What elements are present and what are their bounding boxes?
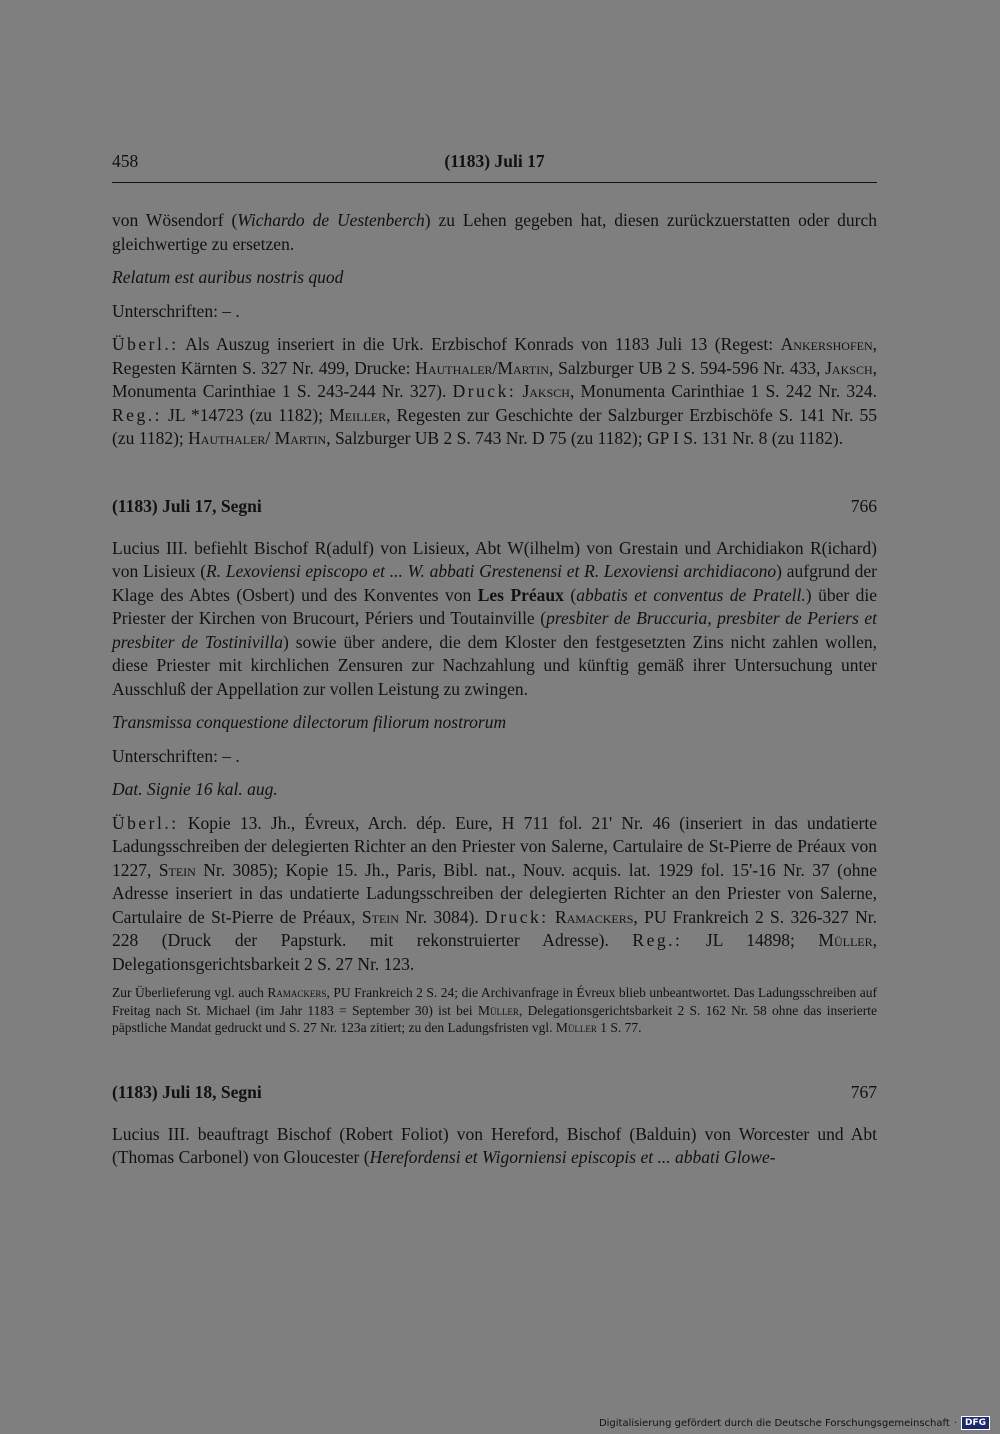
page-content: [112, 150, 877, 1170]
entry-766-datum: Dat. Signie 16 kal. aug.: [112, 779, 278, 799]
entry-766-regest: Lucius III. befiehlt Bischof R(adulf) von Lisieux, Abt W(ilhelm) von Grestain und Archidiakon R(ichard) von Lisieux (R. Lexoviensi episcopo et ... W. abbati Grestenensi et R. Lexoviensi archidiacono) aufgrund der Klage des Abtes (Osbert) und des Konventes von Les Préaux (abbatis et conventus de Pratell.) über die Priester der Kirchen von Brucourt, Périers und Toutainville (presbiter de Bruccuria, presbiter de Periers et presbiter de Tostinivilla) sowie über andere, die dem Kloster den festgesetzten Zins nicht zahlen wollen, diese Priester mit kirchlichen Zensuren zur Nachzahlung und künftig gemäß ihrer Untersuchung unter Ausschluß der Appellation zur vollen Leistung zu zwingen.: [112, 537, 878, 699]
entry-date-place: (1183) Juli 18, Segni: [112, 1081, 262, 1102]
entry-number: 766: [850, 495, 877, 516]
prev-incipit: Relatum est auribus nostris quod: [112, 267, 344, 287]
funding-text: Digitalisierung gefördert durch die Deutsche Forschungsgemeinschaft: [598, 1417, 950, 1429]
prev-transmission: Überl.: Als Auszug inseriert in die Urk. Erzbischof Konrads von 1183 Juli 13 (Regest: Ankershofen, Regesten Kärnten S. 327 Nr. 499, Drucke: Hauthaler/Martin, Salzburger UB 2 S. 594-596 Nr. 433, Jaksch, Monumenta Carinthiae 1 S. 243-244 Nr. 327). Druck: Jaksch, Monumenta Carinthiae 1 S. 242 Nr. 324. Reg.: JL *14723 (zu 1182); Meiller, Regesten zur Geschichte der Salzburger Erzbischöfe S. 141 Nr. 55 (zu 1182); Hauthaler/ Martin, Salzburger UB 2 S. 743 Nr. D 75 (zu 1182); GP I S. 131 Nr. 8 (zu 1182).: [112, 334, 877, 448]
funding-footer: Digitalisierung gefördert durch die Deutsche Forschungsgemeinschaft · DFG: [599, 1416, 990, 1430]
entry-766-transmission: Überl.: Kopie 13. Jh., Évreux, Arch. dép. Eure, H 711 fol. 21' Nr. 46 (inseriert in das undatierte Ladungsschreiben der delegierten Richter an den Priester von Salerne, Cartulaire de St-Pierre de Préaux von 1227, Stein Nr. 3085); Kopie 15. Jh., Paris, Bibl. nat., Nouv. acquis. lat. 1929 fol. 15'-16 Nr. 37 (ohne Adresse inseriert in das undatierte Ladungsschreiben der delegierten Richter an den Priester von Salerne, Cartulaire de St-Pierre de Préaux, Stein Nr. 3084). Druck: Ramackers, PU Frankreich 2 S. 326-327 Nr. 228 (Druck der Papsturk. mit rekonstruierter Adresse). Reg.: JL 14898; Müller, Delegationsgerichtsbarkeit 2 S. 27 Nr. 123.: [112, 812, 878, 974]
entry-767-regest: Lucius III. beauftragt Bischof (Robert Foliot) von Hereford, Bischof (Balduin) von Worcester und Abt (Thomas Carbonel) von Gloucester (Herefordensi et Wigorniensi episcopis et ... abbati Glowe-: [112, 1123, 877, 1167]
entry-766-heading: [112, 495, 877, 523]
entry-number: 767: [850, 1081, 877, 1102]
dfg-logo-icon: DFG: [961, 1416, 990, 1430]
entry-766-signatures: Unterschriften: – .: [112, 745, 240, 766]
running-head: [112, 150, 877, 180]
header-rule: [112, 182, 877, 183]
entry-date-place: (1183) Juli 17, Segni: [112, 495, 262, 516]
entry-767-heading: [112, 1081, 877, 1109]
entry-766-incipit: Transmissa conquestione dilectorum filiorum nostrorum: [112, 712, 507, 732]
prev-regest: von Wösendorf (Wichardo de Uestenberch) zu Lehen gegeben hat, diesen zurückzuerstatten oder durch gleichwertige zu ersetzen.: [112, 210, 877, 254]
entry-766-note: Zur Überlieferung vgl. auch Ramackers, PU Frankreich 2 S. 24; die Archivanfrage in Évreux blieb unbeantwortet. Das Ladungsschreiben auf Freitag nach St. Michael (im Jahr 1183 = September 30) ist bei Müller, Delegationsgerichtsbarkeit 2 S. 162 Nr. 58 ohne das inserierte päpstliche Mandat gedruckt und S. 27 Nr. 123a zitiert; zu den Ladungsfristen vgl. Müller 1 S. 77.: [112, 985, 877, 1035]
running-title: (1183) Juli 17: [444, 151, 545, 171]
page-number: 458: [112, 151, 139, 171]
prev-signatures: Unterschriften: – .: [112, 300, 240, 321]
